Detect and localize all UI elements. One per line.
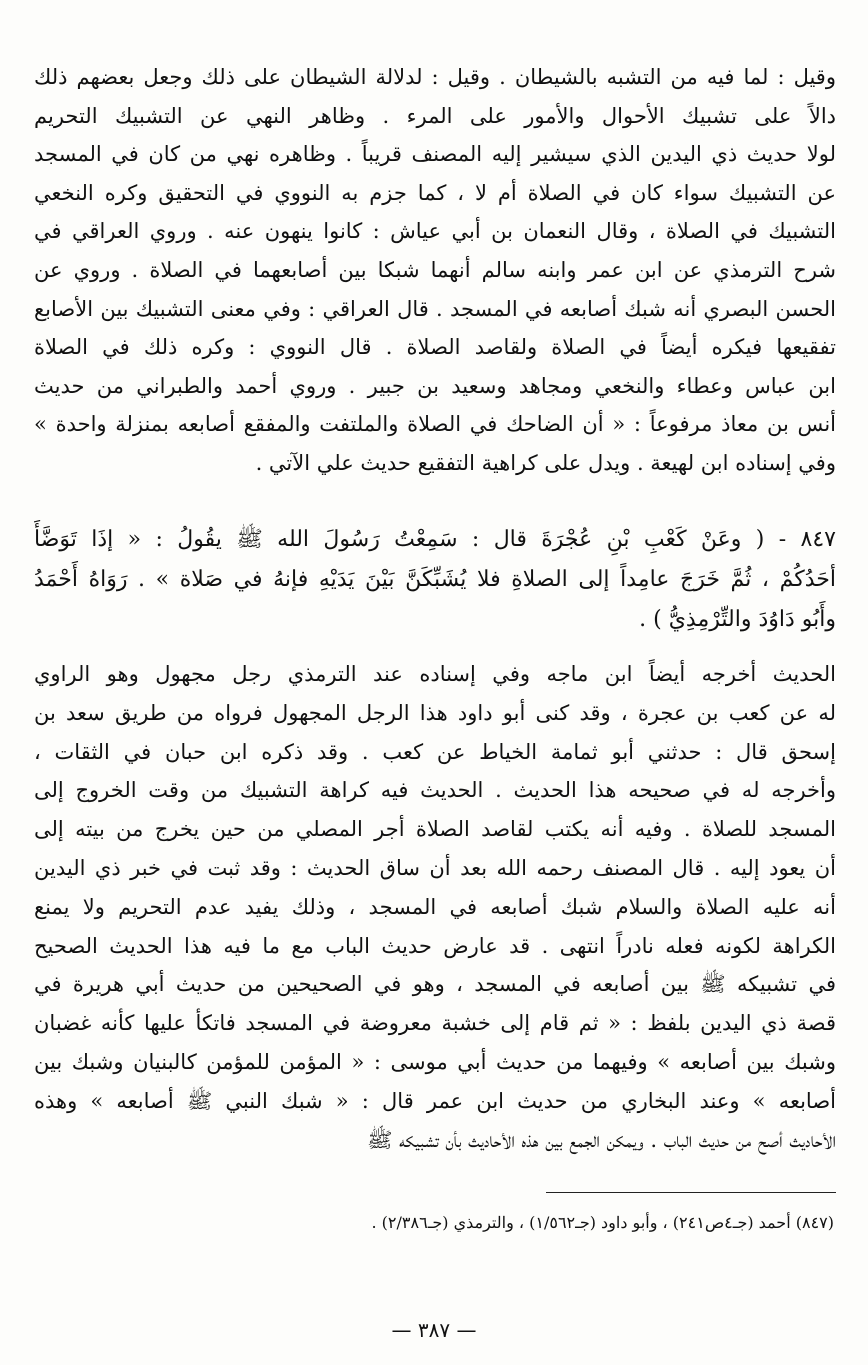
text-line: أصابعه » وعند البخاري من حديث ابن عمر قال : « شبك النبي ﷺ أصابعه » وهذه bbox=[34, 1088, 836, 1113]
text-line: التشبيك في الصلاة ، وقال النعمان بن أبي عياش : كانوا ينهون عنه . وروي العراقي في bbox=[34, 219, 836, 244]
text-line: وشبك بين أصابعه » وفيهما من حديث أبي موسى : « المؤمن للمؤمن كالبنيان وشبك بين bbox=[34, 1049, 836, 1074]
hadith-line: أحَدُكُمْ ، ثُمَّ خَرَجَ عامِداً إلى الصلاةِ فلا يُشَبِّكَنَّ بَيْنَ يَدَيْهِ فإنهُ في صَلاة » . رَوَاهُ أَحْمَدُ bbox=[34, 567, 836, 592]
text-line: أن يعود إليه . قال المصنف رحمه الله بعد أن ساق الحديث : وقد ثبت في خبر ذي اليدين bbox=[34, 855, 836, 880]
page-number: — ٣٨٧ — bbox=[391, 1318, 477, 1342]
explanation-paragraph bbox=[34, 655, 836, 1159]
text-line: الحسن البصري أنه شبك أصابعه في المسجد . قال العراقي : وفي معنى التشبيك بين الأصابع bbox=[34, 296, 836, 321]
text-line: في تشبيكه ﷺ بين أصابعه في المسجد ، وهو في الصحيحين من حديث أبي هريرة في bbox=[34, 972, 836, 997]
commentary-paragraph bbox=[34, 58, 836, 483]
text-line: دالاً على تشبيك الأحوال والأمور على المرء . وظاهر النهي عن التشبيك التحريم bbox=[34, 103, 836, 128]
hadith-847 bbox=[34, 520, 836, 640]
text-line: قصة ذي اليدين بلفظ : « ثم قام إلى خشبة معروضة في المسجد فاتكأ عليها كأنه غضبان bbox=[34, 1011, 836, 1036]
text-line: إسحق قال : حدثني أبو ثمامة الخياط عن كعب . وقد ذكره ابن حبان في الثقات ، bbox=[34, 739, 836, 764]
text-line: وقيل : لما فيه من التشبه بالشيطان . وقيل : لدلالة الشيطان على ذلك وجعل بعضهم ذلك bbox=[34, 65, 836, 89]
text-line: أنس بن معاذ مرفوعاً : « أن الضاحك في الصلاة والملتفت والمفقع أصابعه بمنزلة واحدة » bbox=[34, 412, 836, 437]
text-line: عن التشبيك سواء كان في الصلاة أم لا ، كما جزم به النووي في التحقيق وكره النخعي bbox=[34, 180, 836, 205]
text-line: تفقيعها فيكره أيضاً في الصلاة ولقاصد الصلاة . قال النووي : وكره ذلك في الصلاة bbox=[34, 335, 836, 360]
text-line: شرح الترمذي عن ابن عمر وابنه سالم أنهما شبكا بين أصابعهما في الصلاة . وروي عن bbox=[34, 257, 836, 282]
hadith-line: ٨٤٧ - ( وعَنْ كَعْبِ بْنِ عُجْرَةَ قال : سَمِعْتُ رَسُولَ الله ﷺ يقُولُ : « إذَا تَوَضَّأَ bbox=[34, 527, 836, 552]
text-line: لولا حديث ذي اليدين الذي سيشير إليه المصنف قريباً . وظاهره نهي من كان في المسجد bbox=[34, 142, 836, 167]
text-line: ابن عباس وعطاء والنخعي ومجاهد وسعيد بن جبير . وروي أحمد والطبراني من حديث bbox=[34, 373, 836, 398]
text-line: وفي إسناده ابن لهيعة . ويدل على كراهية التفقيع حديث علي الآتي . bbox=[255, 450, 836, 475]
footnote-divider bbox=[546, 1192, 836, 1193]
text-line: أنه عليه الصلاة والسلام شبك أصابعه في المسجد ، وذلك يفيد عدم التحريم ولا يمنع bbox=[34, 894, 836, 919]
text-line: الحديث أخرجه أيضاً ابن ماجه وفي إسناده عند الترمذي رجل مجهول وهو الراوي bbox=[34, 662, 836, 686]
text-line: المسجد للصلاة . وفيه أنه يكتب لقاصد الصلاة أجر المصلي من حين يخرج من بيته إلى bbox=[34, 817, 836, 842]
hadith-line: وأَبُو دَاوُدَ والتِّرْمِذِيُّ ) . bbox=[639, 607, 836, 632]
text-line: وأخرجه له في صحيحه هذا الحديث . الحديث فيه كراهة التشبيك من وقت الخروج إلى bbox=[34, 778, 836, 803]
footnote: (٨٤٧) أحمد (جـ٤ص٢٤١) ، وأبو داود (جـ١/٥٦٢) ، والترمذي (جـ٢/٣٨٦) . bbox=[371, 1213, 834, 1232]
text-line: الكراهة لكونه فعله نادراً انتهى . قد عارض حديث الباب مع ما فيه هذا الحديث الصحيح bbox=[34, 933, 836, 958]
text-line: الأحاديث أصح من حديث الباب . ويمكن الجمع بين هذه الأحاديث بأن تشبيكه ﷺ bbox=[367, 1127, 836, 1152]
text-line: له عن كعب بن عجرة ، وقد كنى أبو داود هذا الرجل المجهول فرواه من طريق سعد بن bbox=[34, 700, 836, 725]
